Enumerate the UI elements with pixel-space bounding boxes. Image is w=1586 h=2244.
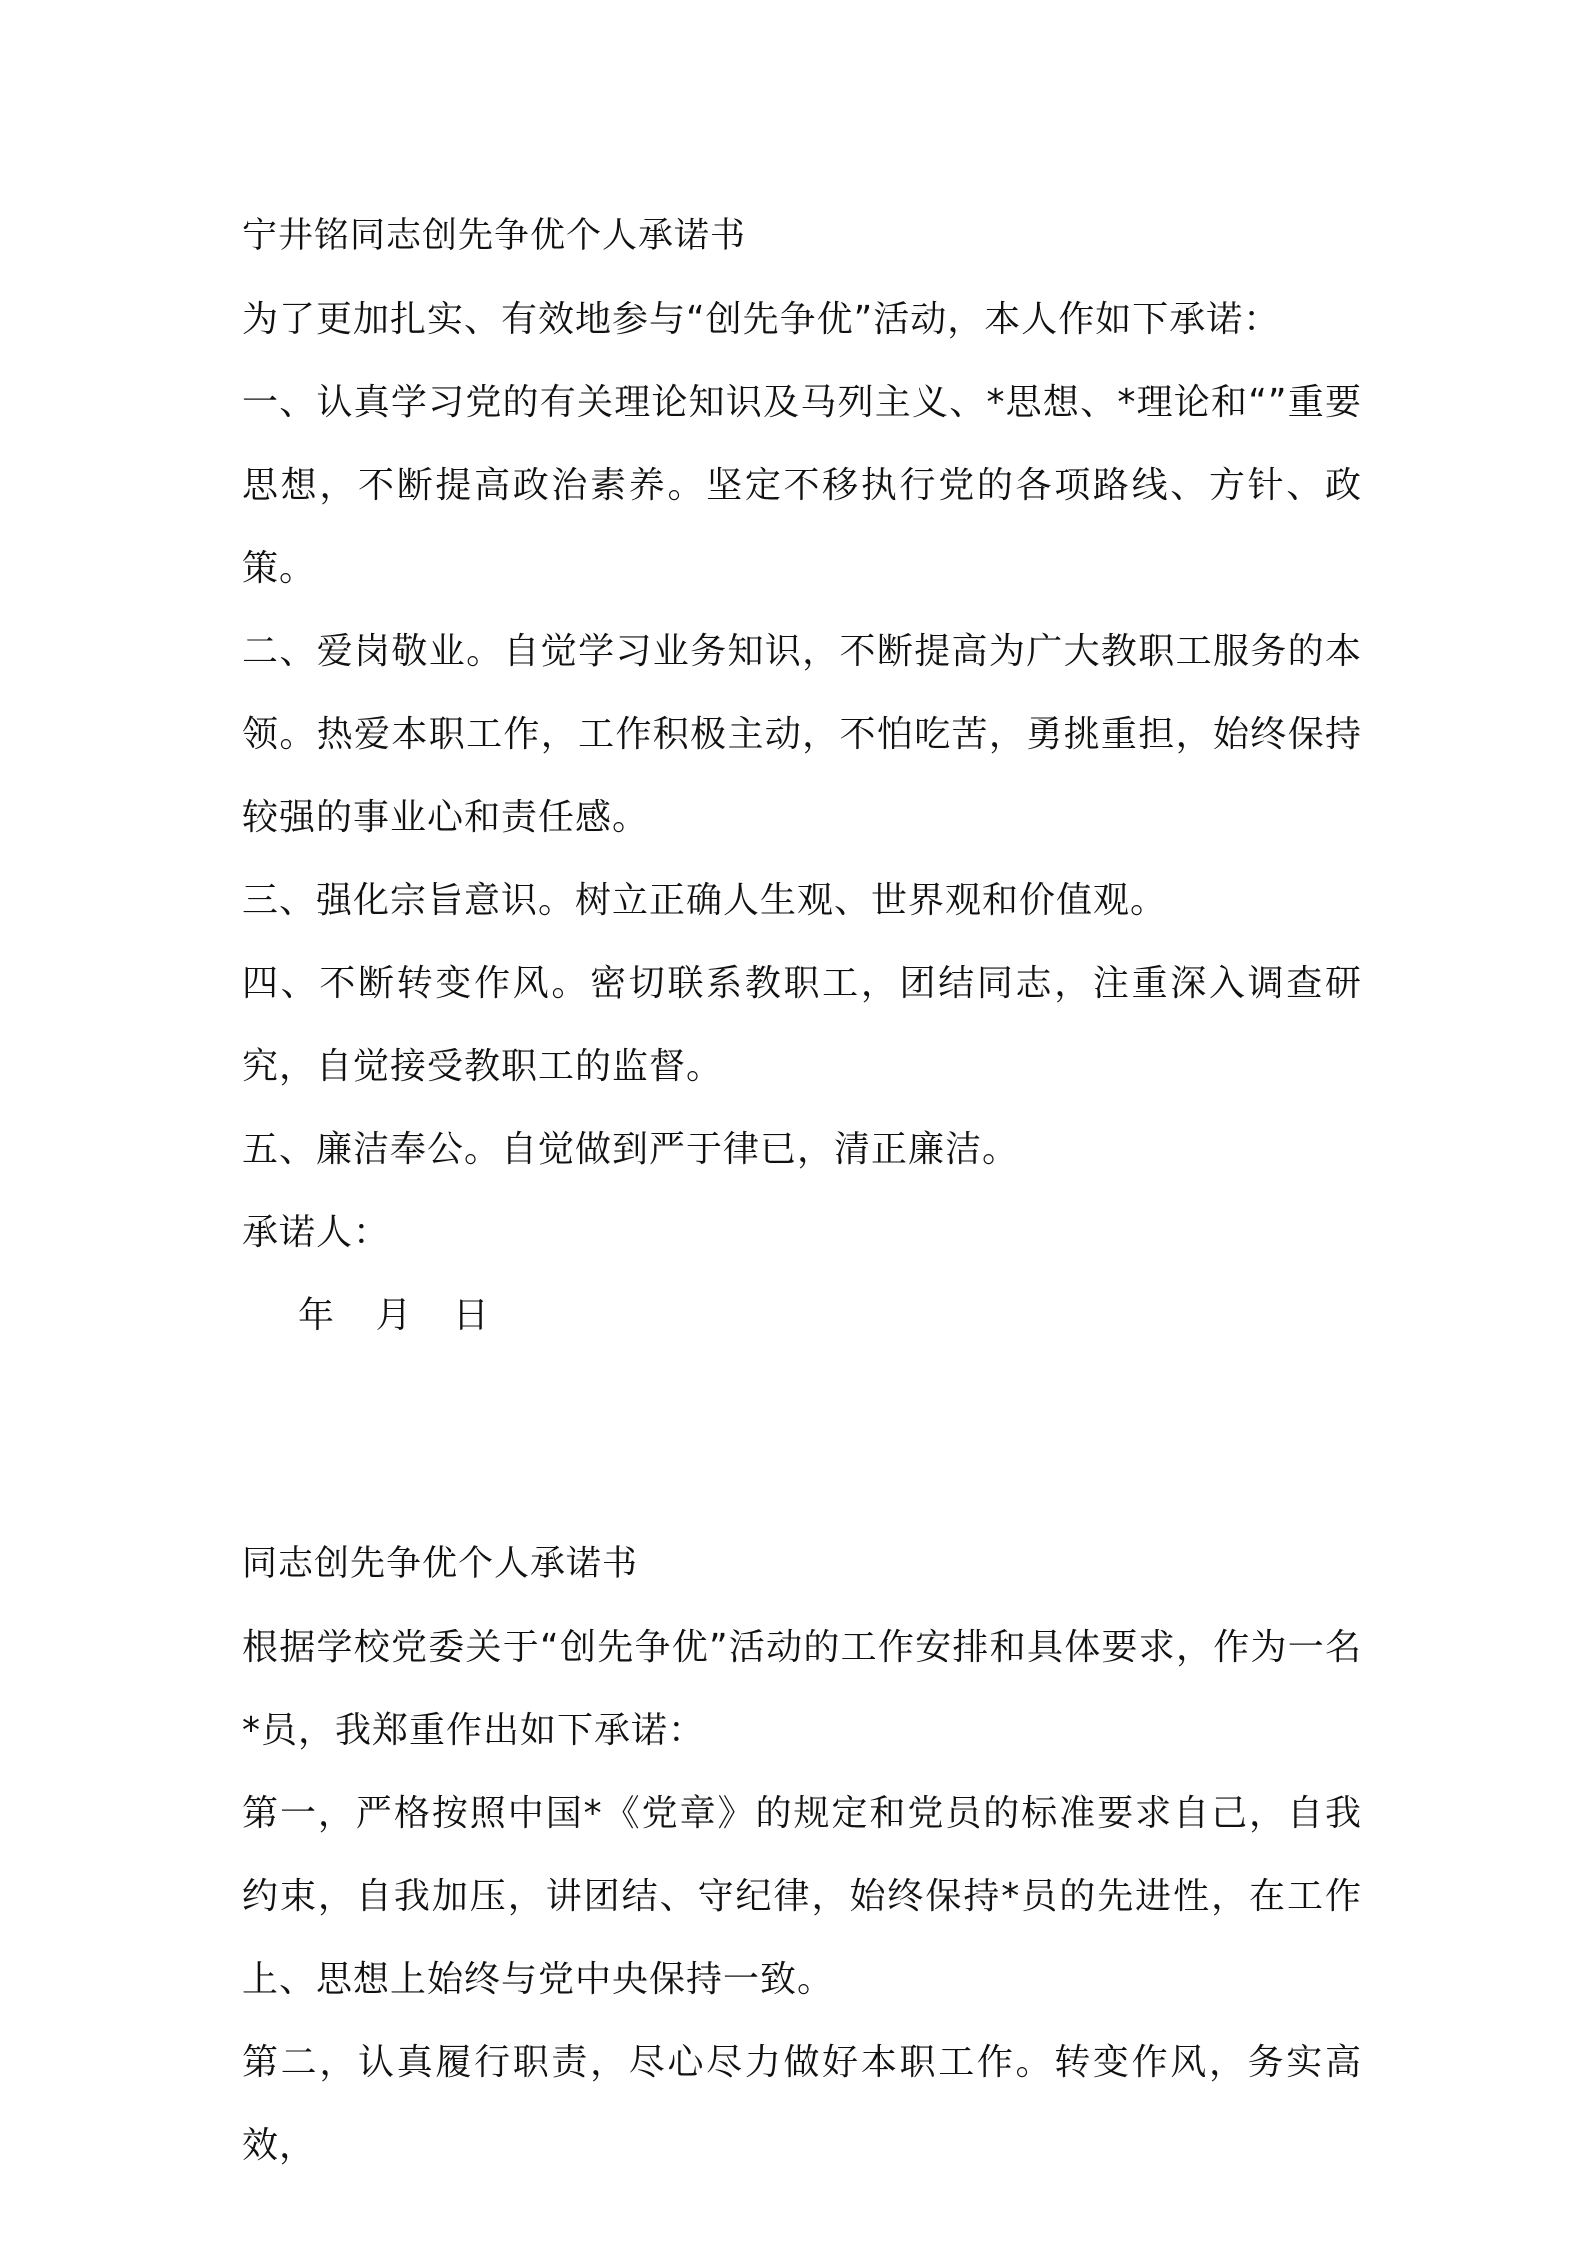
doc2-item-2: 第二，认真履行职责，尽心尽力做好本职工作。转变作风，务实高效，	[242, 2042, 1362, 2166]
doc1-item-1: 一、认真学习党的有关理论知识及马列主义、*思想、*理论和“”重要思想，不断提高政治素养。坚定不移执行党的各项路线、方针、政策。	[242, 382, 1362, 589]
doc1-intro: 为了更加扎实、有效地参与“创先争优”活动，本人作如下承诺：	[242, 299, 1281, 340]
document-content	[242, 195, 1362, 2187]
doc1-date: 年 月 日	[298, 1295, 490, 1336]
doc1-item-3: 三、强化宗旨意识。树立正确人生观、世界观和价值观。	[242, 880, 1168, 921]
doc1-item-4: 四、不断转变作风。密切联系教职工，团结同志，注重深入调查研究，自觉接受教职工的监督。	[242, 963, 1362, 1087]
section-gap	[242, 1357, 1362, 1523]
doc1-title: 宁井铭同志创先争优个人承诺书	[242, 216, 747, 256]
doc2-intro: 根据学校党委关于“创先争优”活动的工作安排和具体要求，作为一名*员，我郑重作出如下承诺：	[242, 1627, 1362, 1751]
doc1-item-5: 五、廉洁奉公。自觉做到严于律已，清正廉洁。	[242, 1129, 1020, 1170]
doc2-title: 同志创先争优个人承诺书	[242, 1544, 639, 1584]
doc1-signer: 承诺人：	[242, 1212, 391, 1253]
doc2-item-1: 第一，严格按照中国*《党章》的规定和党员的标准要求自己，自我约束，自我加压，讲团结、守纪律，始终保持*员的先进性，在工作上、思想上始终与党中央保持一致。	[242, 1793, 1362, 2000]
doc1-item-2: 二、爱岗敬业。自觉学习业务知识，不断提高为广大教职工服务的本领。热爱本职工作，工作积极主动，不怕吃苦，勇挑重担，始终保持较强的事业心和责任感。	[242, 631, 1362, 838]
